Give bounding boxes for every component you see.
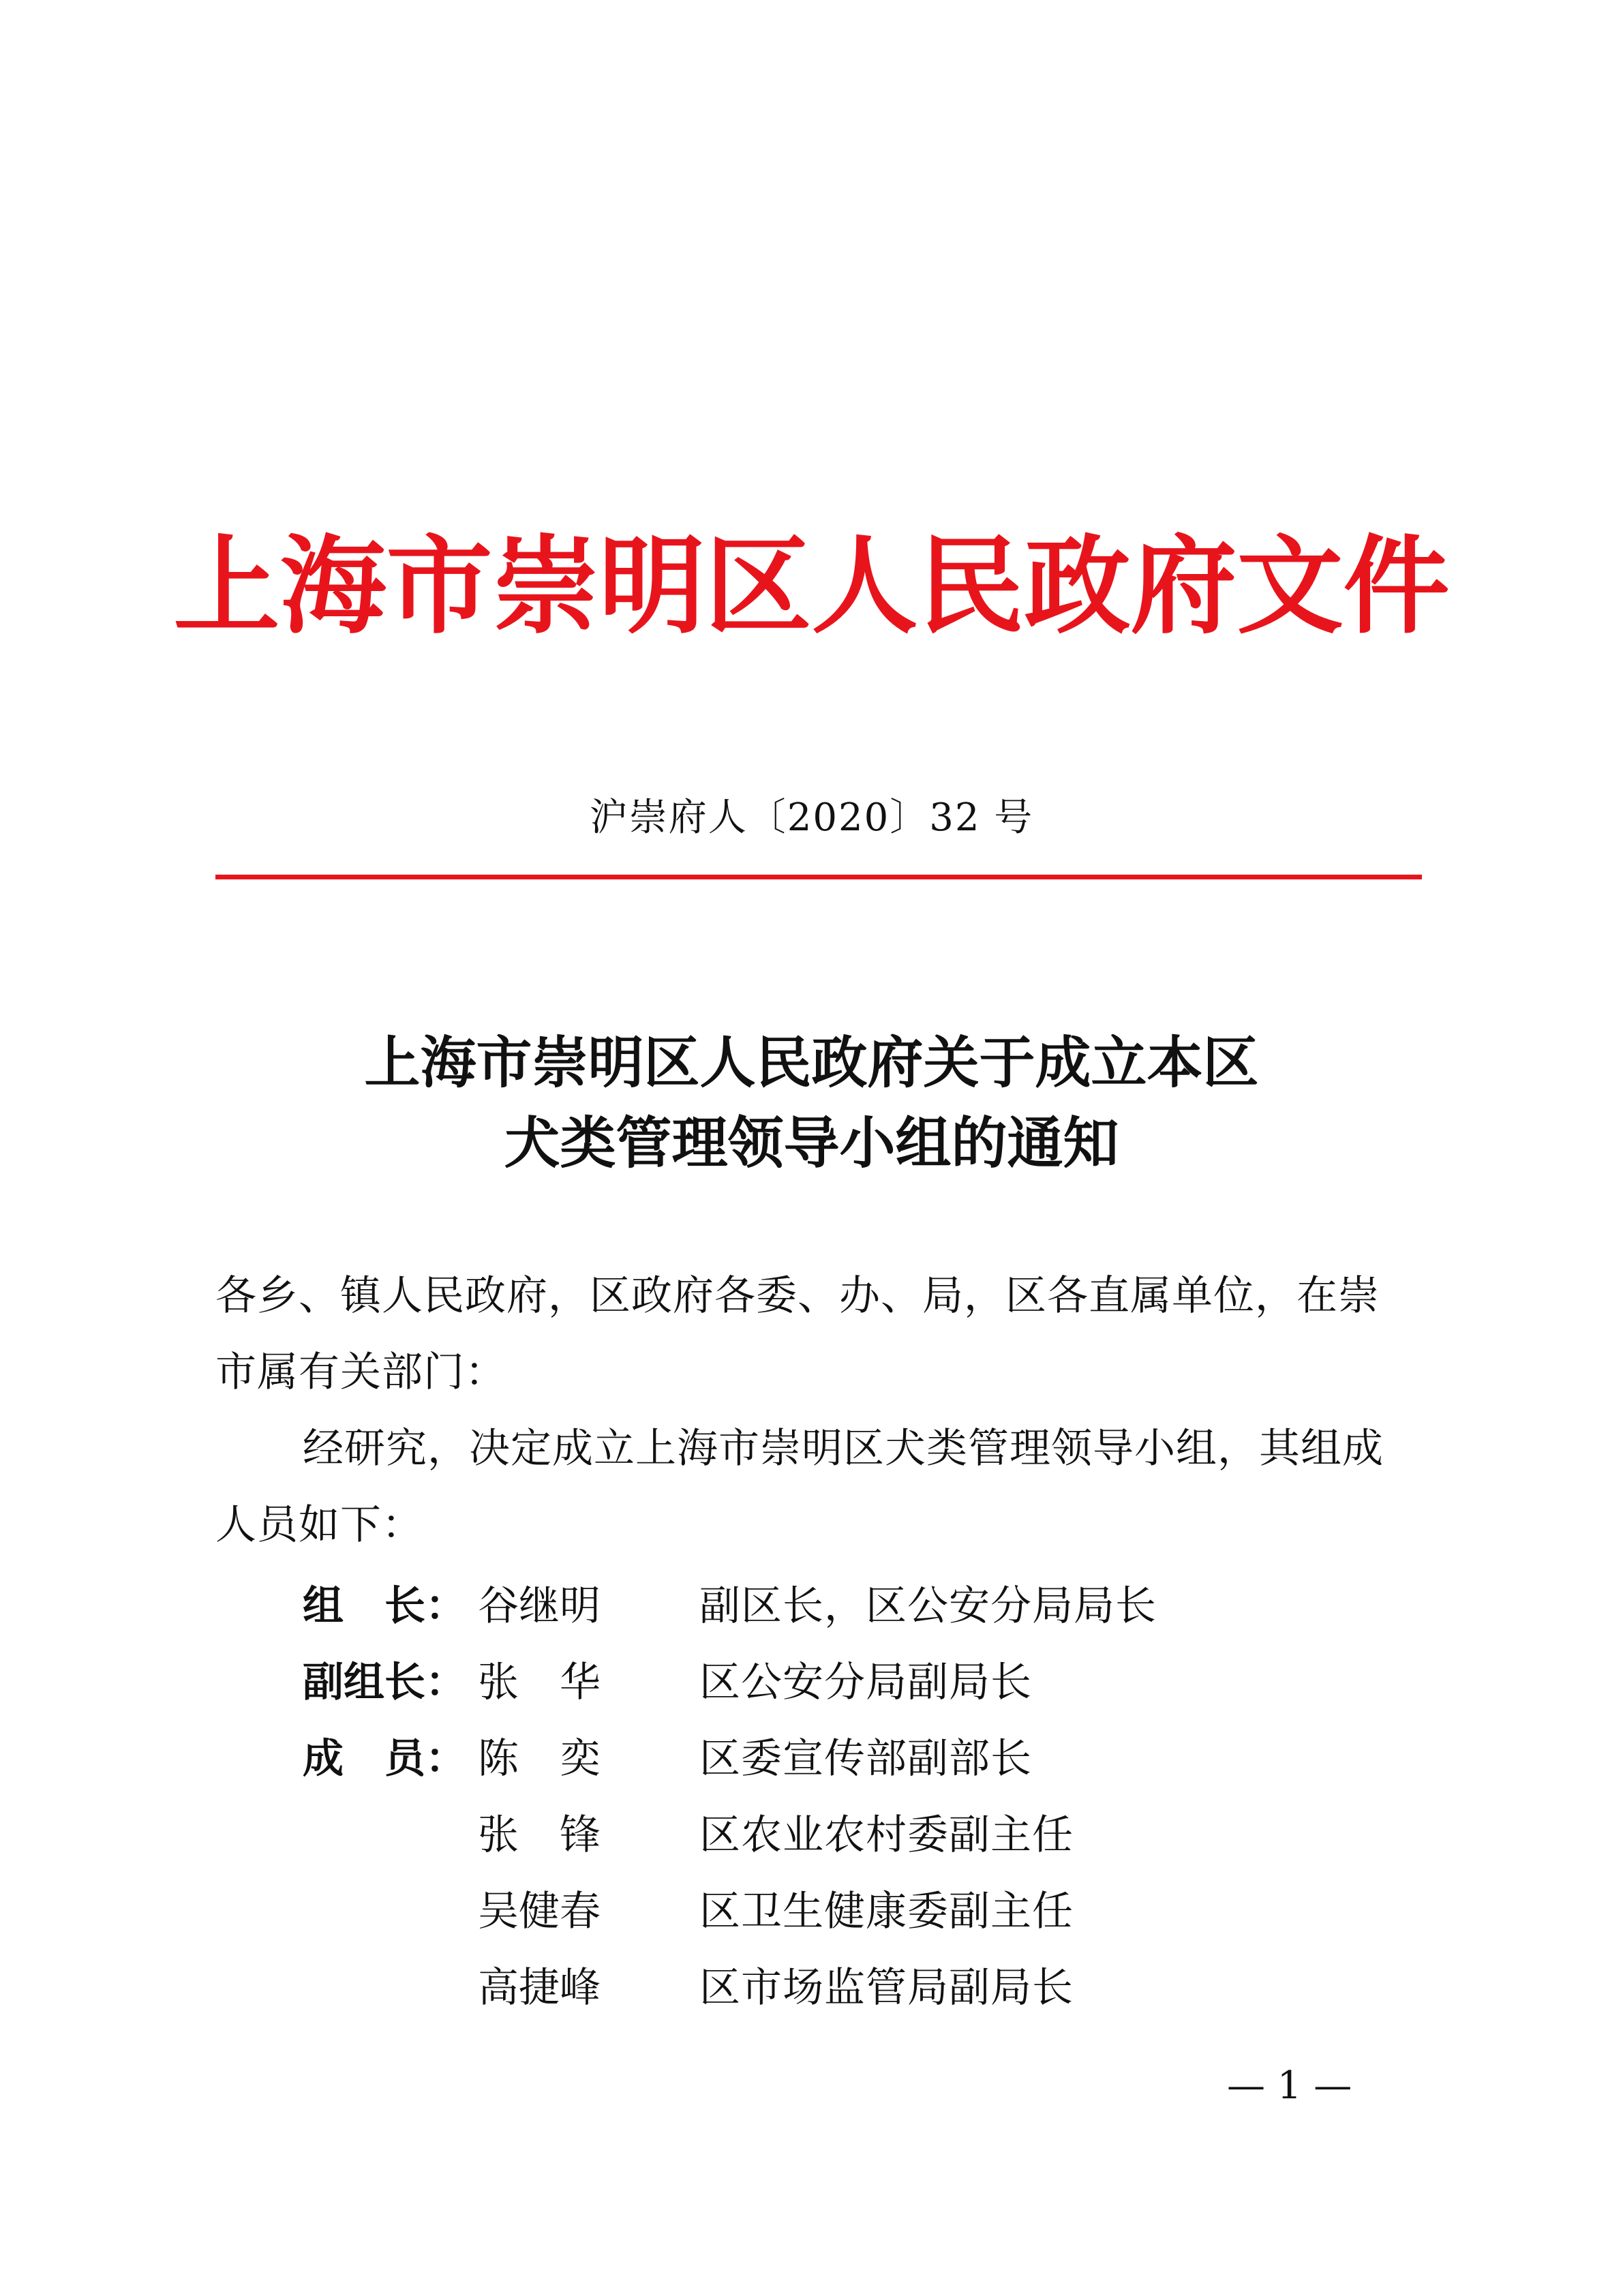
document-title: [0, 1023, 1623, 1183]
title-line-2: 犬类管理领导小组的通知: [504, 1111, 1119, 1176]
addressee-line-2: 市属有关部门：: [215, 1348, 506, 1396]
title-line-1: 上海市崇明区人民政府关于成立本区: [364, 1030, 1259, 1096]
red-divider-line: [215, 875, 1422, 879]
member-role: 成 员：: [303, 1735, 466, 1783]
member-row: [215, 1950, 1422, 2026]
member-position: 区农业农村委副主任: [699, 1811, 1074, 1859]
page-number: — 1 —: [1227, 2064, 1352, 2108]
member-name: 高捷峰: [478, 1964, 601, 2012]
member-name: 张 华: [478, 1659, 601, 1706]
member-name: 张 锋: [478, 1811, 601, 1859]
member-row: [215, 1797, 1422, 1873]
addressee-line-1: 各乡、镇人民政府，区政府各委、办、局，区各直属单位，在崇: [215, 1272, 1380, 1320]
member-row: [215, 1873, 1422, 1950]
member-position: 副区长，区公安分局局长: [699, 1582, 1157, 1630]
document-masthead: 上海市崇明区人民政府文件: [173, 524, 1450, 648]
member-row: [215, 1721, 1422, 1797]
document-body: [215, 1258, 1422, 1563]
paragraph-1-line-1: 经研究，决定成立上海市崇明区犬类管理领导小组，其组成: [303, 1425, 1384, 1472]
member-role: 副组长：: [303, 1659, 466, 1706]
document-number: 沪崇府人〔2020〕32 号: [589, 796, 1034, 840]
member-list: [215, 1568, 1422, 2026]
member-position: 区市场监管局副局长: [699, 1964, 1074, 2012]
member-row: [215, 1644, 1422, 1721]
member-name: 吴健春: [478, 1888, 601, 1935]
member-position: 区委宣传部副部长: [699, 1735, 1032, 1783]
member-row: [215, 1568, 1422, 1644]
member-name: 陈 奕: [478, 1735, 601, 1783]
member-name: 谷继明: [478, 1582, 601, 1630]
member-position: 区公安分局副局长: [699, 1659, 1032, 1706]
paragraph-1-line-2: 人员如下：: [215, 1501, 423, 1549]
member-role: 组 长：: [303, 1582, 466, 1630]
member-position: 区卫生健康委副主任: [699, 1888, 1074, 1935]
